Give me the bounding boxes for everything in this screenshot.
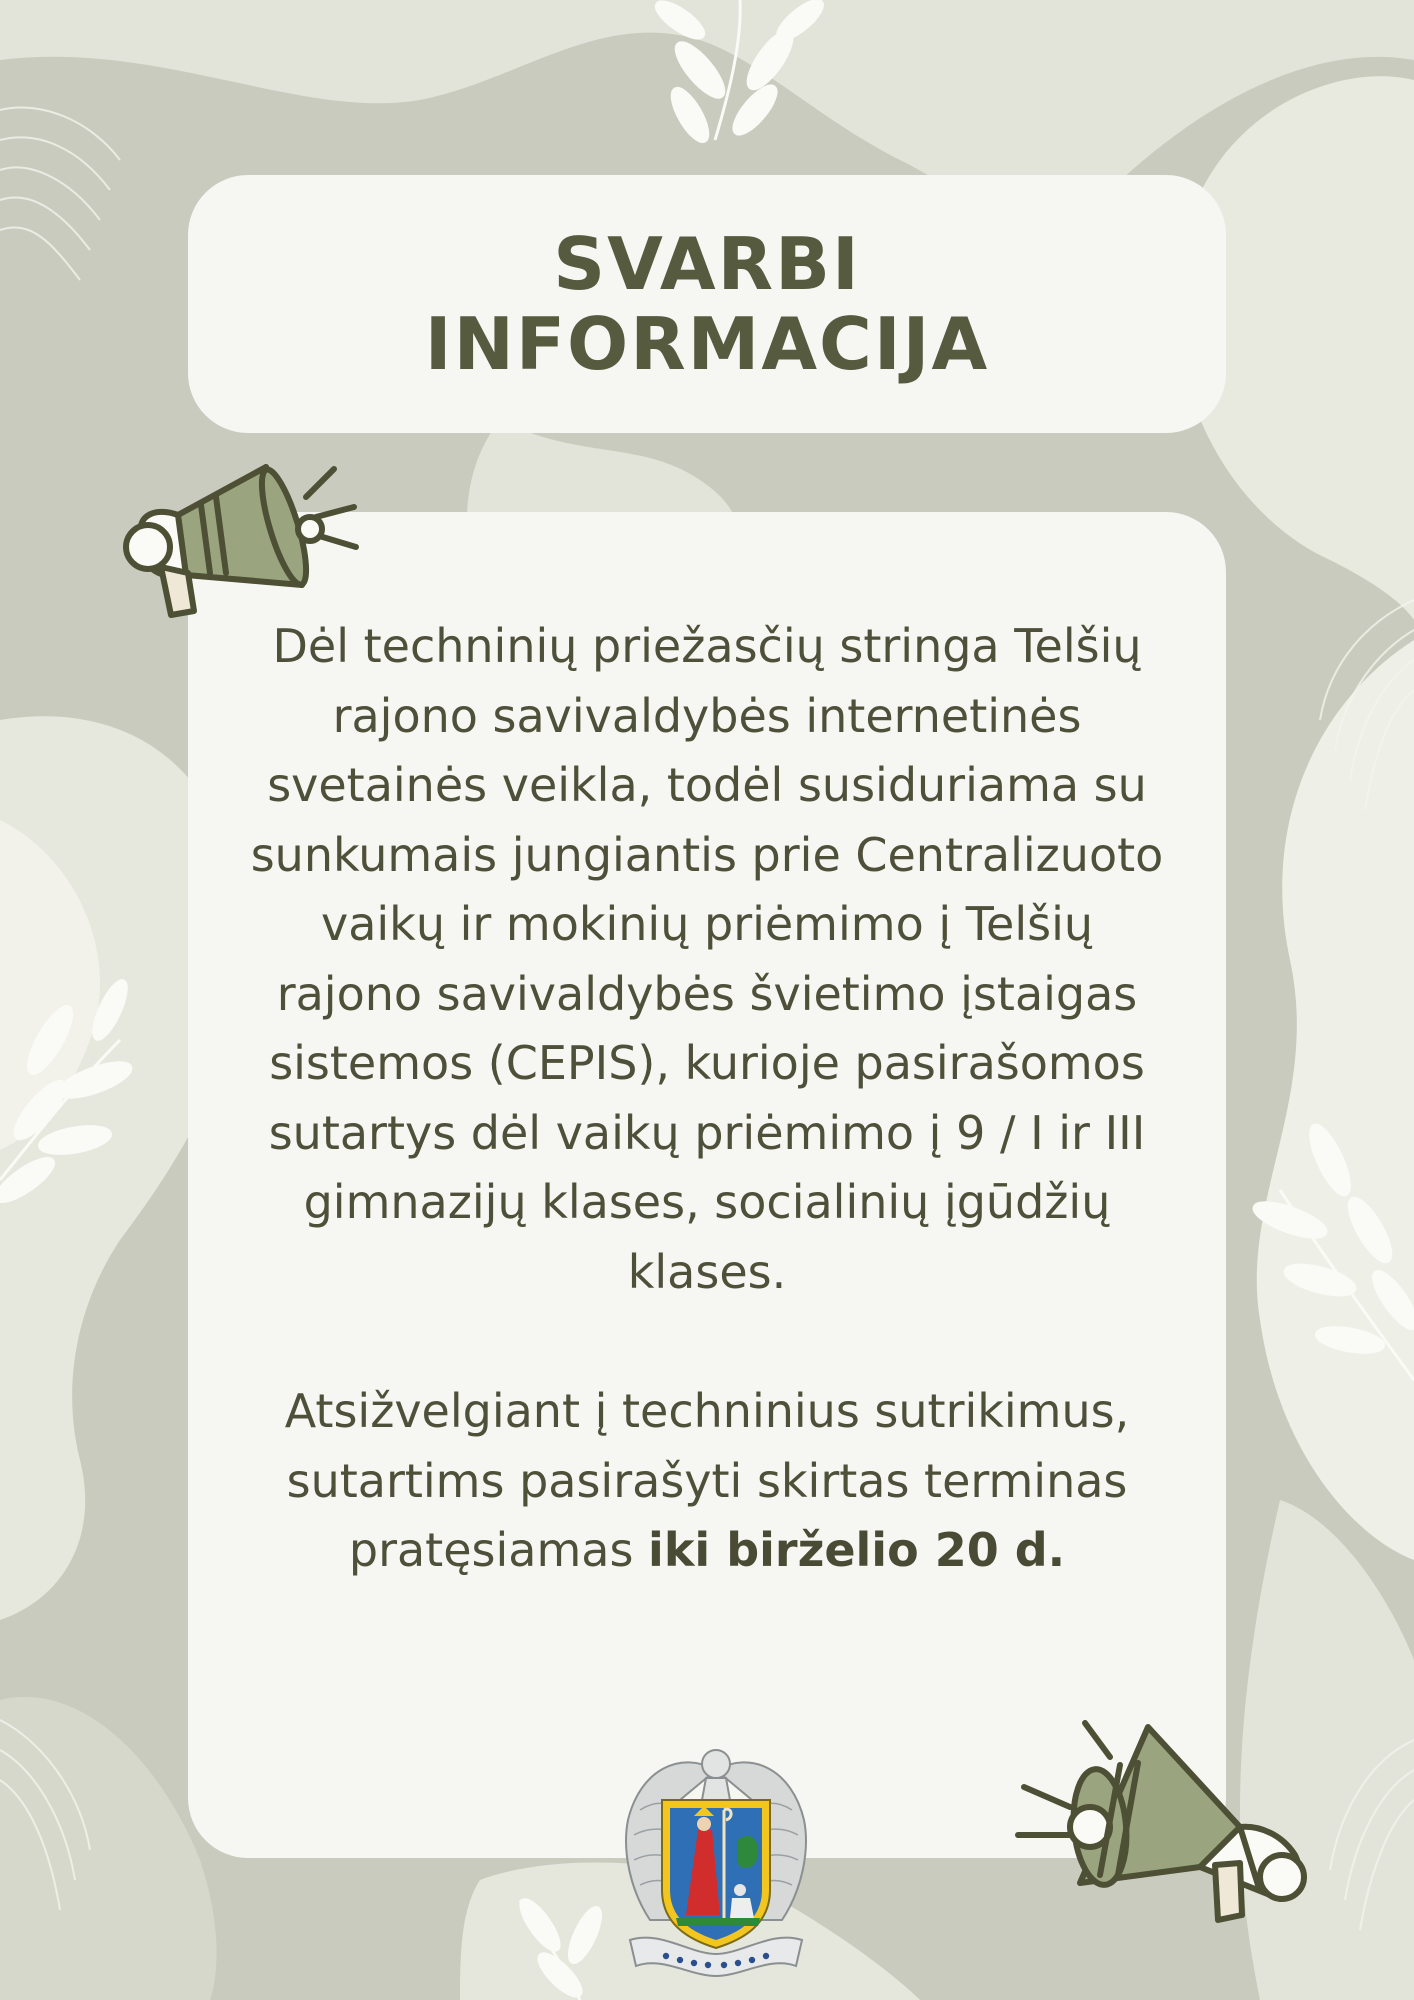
info-card [188, 512, 1226, 1858]
deadline-highlight: iki birželio 20 d. [648, 1523, 1066, 1577]
info-paragraph-2-lead: Atsižvelgiant į techninius sutrikimus, sutartims pasirašyti skirtas terminas pratęsiamas [284, 1384, 1130, 1577]
info-paragraph-1: Dėl techninių priežasčių stringa Telšių rajono savivaldybės internetinės svetainės veikla, todėl susiduriama su sunkumais jungiantis prie Centralizuoto vaikų ir mokinių priėmimo į Telšių rajono savivaldybės švietimo įstaigas sistemos (CEPIS), kurioje pasirašomos sutartys dėl vaikų priėmimo į 9 / I ir III gimnazijų klases, socialinių įgūdžių klases. [250, 619, 1164, 1299]
megaphone-icon [116, 455, 366, 625]
info-paragraph-2 [248, 1377, 1166, 1586]
coat-of-arms-icon [620, 1740, 812, 1980]
page-title-line-1: SVARBI [553, 222, 861, 306]
info-text [248, 612, 1166, 1586]
title-card [188, 175, 1226, 433]
megaphone-icon [1010, 1715, 1310, 1930]
paragraph-gap [248, 1307, 1166, 1377]
page-title-line-2: INFORMACIJA [424, 302, 990, 386]
